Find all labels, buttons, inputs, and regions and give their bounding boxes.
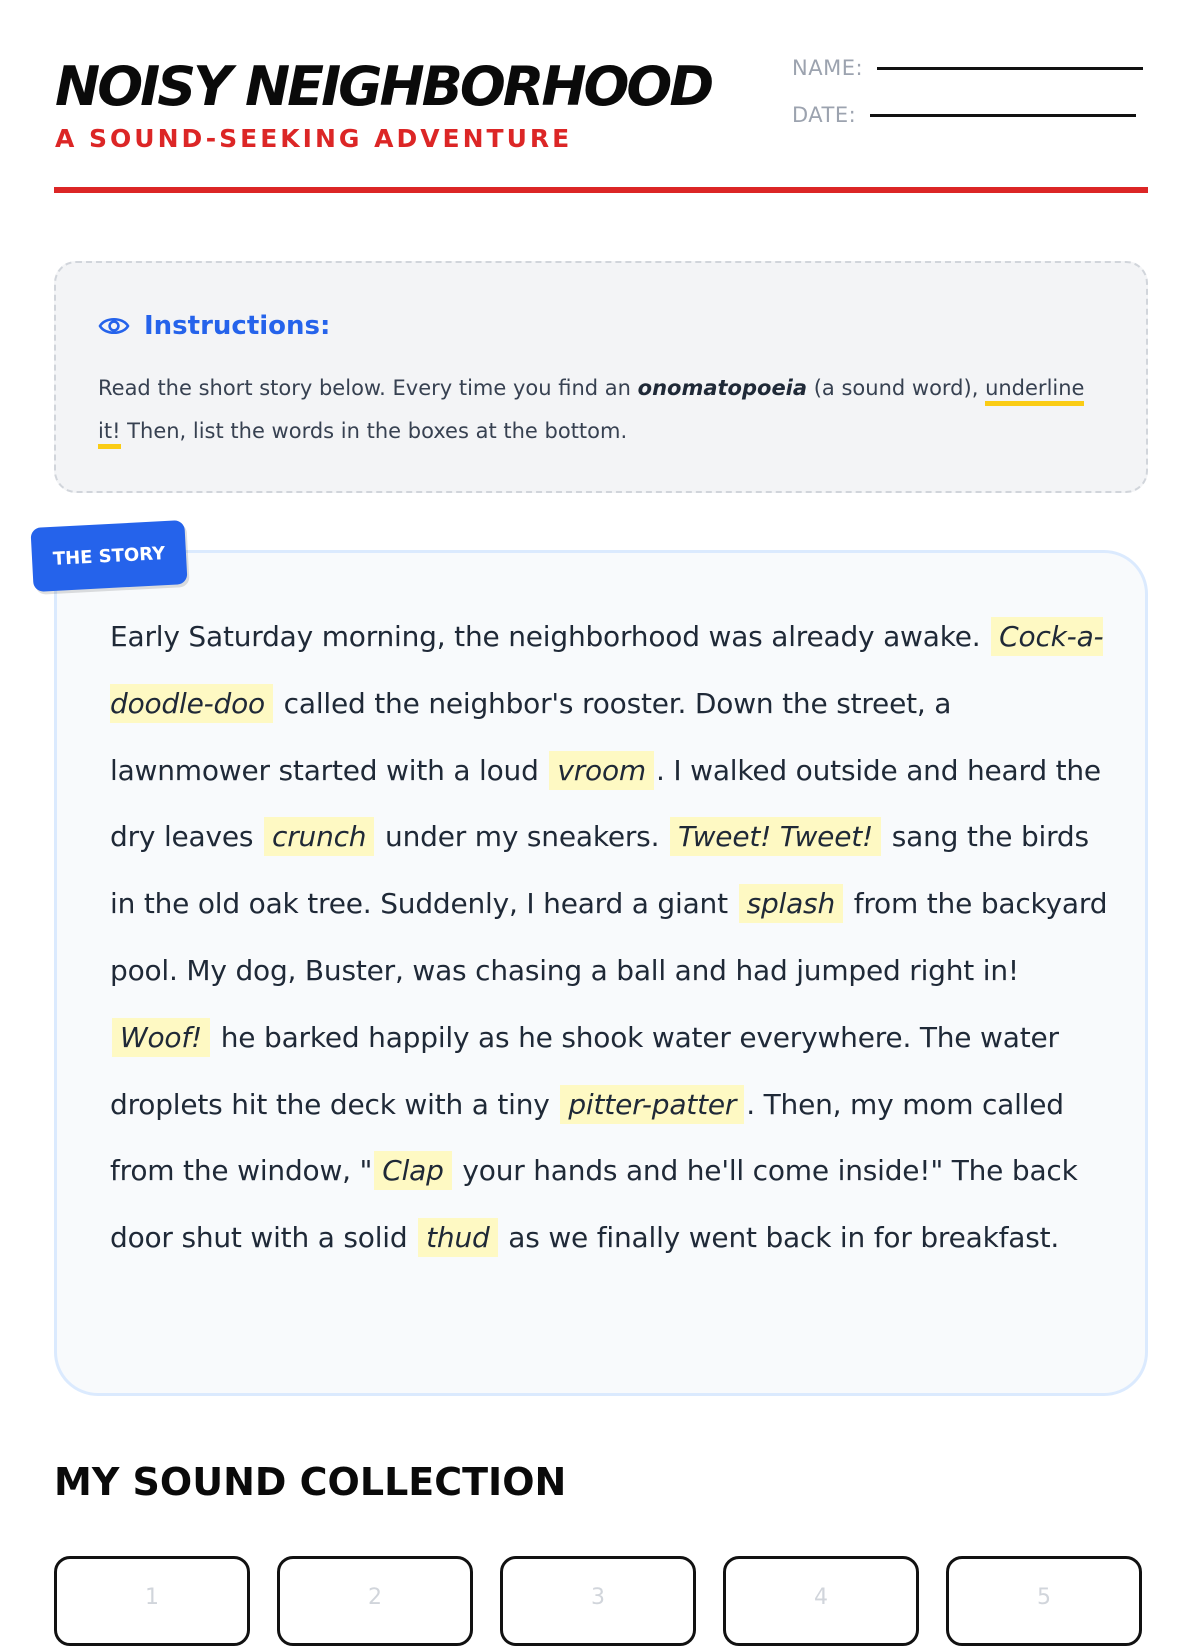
- story-tag: THE STORY: [30, 520, 187, 592]
- collection-title: MY SOUND COLLECTION: [54, 1460, 567, 1504]
- instructions-panel: [54, 261, 1148, 493]
- story-text-segment: Early Saturday morning, the neighborhood was already awake.: [110, 620, 990, 653]
- box-number: 5: [1037, 1585, 1051, 1610]
- date-field[interactable]: [792, 103, 1136, 127]
- story-text-segment: as we finally went back in for breakfast.: [499, 1221, 1060, 1255]
- story-text-segment: from the backyard pool. My dog, Buster, was chasing a ball and had jumped right in!: [110, 887, 1108, 987]
- sound-word-highlight[interactable]: Tweet! Tweet!: [670, 817, 881, 856]
- name-field[interactable]: [792, 56, 1143, 80]
- sound-word-highlight[interactable]: Cock-a-doodle-doo: [110, 617, 1103, 723]
- worksheet-subtitle: A SOUND-SEEKING ADVENTURE: [55, 124, 573, 153]
- eye-icon: [98, 314, 130, 338]
- name-label: NAME:: [792, 56, 864, 80]
- box-number: 1: [145, 1585, 159, 1610]
- date-line[interactable]: [870, 114, 1136, 117]
- sound-word-highlight[interactable]: pitter-patter: [560, 1085, 744, 1124]
- sound-word-highlight[interactable]: splash: [739, 884, 843, 923]
- story-text-segment: called the neighbor's rooster. Down the street, a lawnmower started with a loud: [110, 686, 952, 787]
- onomatopoeia-term: onomatopoeia: [637, 376, 808, 400]
- instructions-text-part: Read the short story below. Every time you find an: [98, 376, 638, 400]
- story-text-segment: . Then, my mom called from the window, ": [110, 1087, 1064, 1188]
- answer-box[interactable]: [277, 1556, 473, 1646]
- worksheet-title: NOISY NEIGHBORHOOD: [55, 55, 712, 118]
- header-divider: [54, 187, 1148, 193]
- story-text-segment: under my sneakers.: [376, 820, 668, 854]
- sound-word-highlight[interactable]: Woof!: [112, 1018, 210, 1057]
- answer-box[interactable]: [946, 1556, 1142, 1646]
- story-text-segment: he barked happily as he shook water everywhere. The water droplets hit the deck with a tiny: [110, 1020, 1059, 1121]
- story-text-segment: your hands and he'll come inside!" The back door shut with a solid: [110, 1154, 1078, 1255]
- answer-box[interactable]: [54, 1556, 250, 1646]
- sound-word-highlight[interactable]: thud: [418, 1218, 497, 1257]
- instructions-text-part: Then, list the words in the boxes at the bottom.: [120, 419, 628, 443]
- instructions-heading-text: Instructions:: [144, 311, 331, 341]
- sound-word-highlight[interactable]: Clap: [374, 1151, 451, 1190]
- name-line[interactable]: [877, 67, 1143, 70]
- answer-box[interactable]: [500, 1556, 696, 1646]
- story-text-segment: . I walked outside and heard the dry leaves: [110, 753, 1101, 854]
- date-label: DATE:: [792, 103, 857, 127]
- instructions-text: [98, 367, 1108, 453]
- underline-example: underline it!: [98, 376, 1084, 449]
- sound-collection-boxes: [54, 1556, 1142, 1646]
- instructions-text-part: (a sound word),: [807, 376, 986, 400]
- box-number: 3: [591, 1585, 605, 1610]
- instructions-heading: [98, 311, 330, 341]
- sound-word-highlight[interactable]: crunch: [264, 817, 374, 856]
- answer-box[interactable]: [723, 1556, 919, 1646]
- box-number: 2: [368, 1585, 382, 1610]
- sound-word-highlight[interactable]: vroom: [549, 751, 654, 790]
- box-number: 4: [814, 1585, 828, 1610]
- story-text-segment: sang the birds in the old oak tree. Suddenly, I heard a giant: [110, 820, 1089, 921]
- story-text: [110, 604, 1110, 1272]
